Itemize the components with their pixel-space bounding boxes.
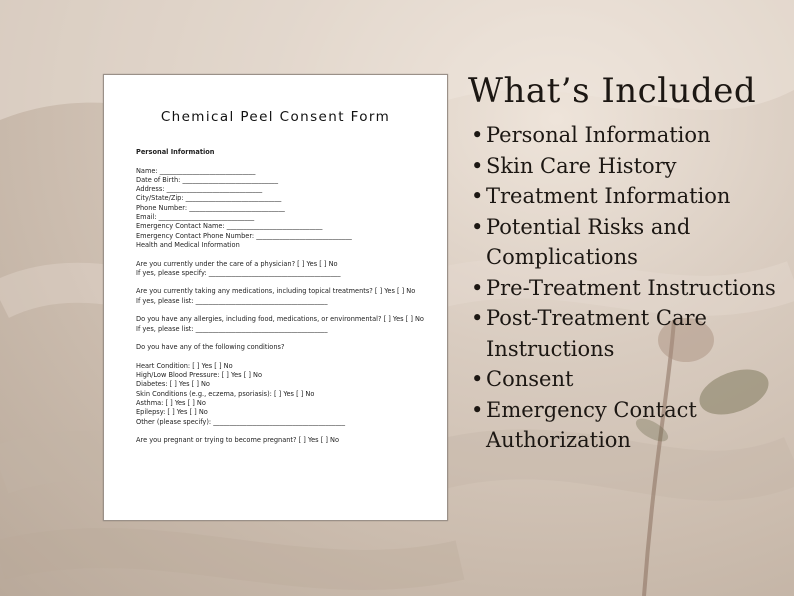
form-spacer	[136, 427, 436, 436]
form-spacer	[136, 278, 436, 287]
included-items-list	[468, 120, 788, 456]
included-item-label: Skin Care History	[486, 153, 677, 178]
bullet-icon: •	[471, 275, 484, 300]
included-item-label: Treatment Information	[486, 184, 731, 208]
bullet-icon: •	[471, 397, 484, 422]
whats-included-heading: What’s Included	[468, 71, 757, 111]
form-line: Skin Conditions (e.g., eczema, psoriasis): [ ] Yes [ ] No	[136, 389, 315, 398]
bullet-icon: •	[471, 367, 484, 391]
bullet-icon: •	[471, 306, 484, 330]
included-item-label: Post-Treatment Care Instructions	[486, 306, 707, 361]
form-line: Phone Number: _____________________________	[136, 203, 285, 212]
form-line: Heart Condition: [ ] Yes [ ] No	[136, 361, 233, 370]
included-item-label: Emergency Contact Authorization	[486, 397, 697, 452]
included-item	[468, 212, 788, 273]
form-line: Do you have any of the following conditions?	[136, 343, 285, 352]
form-section-heading: Personal Information	[136, 148, 215, 156]
form-line: If yes, please list: ________________________________________	[136, 324, 328, 333]
form-line: Health and Medical Information	[136, 240, 240, 249]
form-line: Diabetes: [ ] Yes [ ] No	[136, 380, 210, 389]
included-item-label: Pre-Treatment Instructions	[486, 275, 776, 300]
included-item-label: Potential Risks and Complications	[486, 214, 691, 269]
form-body	[136, 148, 436, 446]
form-line: Epilepsy: [ ] Yes [ ] No	[136, 408, 208, 417]
bullet-icon: •	[471, 184, 484, 208]
included-item-label: Personal Information	[486, 123, 711, 147]
form-line: City/State/Zip: _____________________________	[136, 194, 282, 203]
included-item	[468, 151, 788, 182]
included-item	[468, 303, 788, 364]
form-spacer	[136, 306, 436, 315]
form-spacer	[136, 157, 436, 166]
form-title: Chemical Peel Consent Form	[160, 109, 391, 125]
form-spacer	[136, 353, 436, 362]
form-line: Do you have any allergies, including food, medications, or environmental? [ ] Yes [ ] No	[136, 315, 424, 324]
included-item	[468, 364, 788, 395]
form-spacer	[136, 334, 436, 343]
form-line: Other (please specify): ________________________________________	[136, 417, 346, 426]
form-line: Address: _____________________________	[136, 185, 263, 194]
form-line: If yes, please specify: ________________________________________	[136, 268, 341, 277]
included-item-label: Consent	[486, 367, 574, 391]
form-line: High/Low Blood Pressure: [ ] Yes [ ] No	[136, 371, 263, 380]
included-item	[468, 273, 788, 304]
included-item	[468, 181, 788, 212]
consent-form-preview	[103, 74, 448, 521]
form-line: Are you currently taking any medications, including topical treatments? [ ] Yes [ ] No	[136, 287, 416, 296]
form-spacer	[136, 250, 436, 259]
form-line: Asthma: [ ] Yes [ ] No	[136, 399, 206, 408]
form-line: Are you pregnant or trying to become pregnant? [ ] Yes [ ] No	[136, 436, 339, 445]
bullet-icon: •	[471, 153, 484, 178]
form-line: Name: _____________________________	[136, 166, 256, 175]
bullet-icon: •	[471, 214, 484, 239]
included-item	[468, 120, 788, 151]
whats-included-panel	[468, 70, 788, 456]
form-line: If yes, please list: ________________________________________	[136, 296, 328, 305]
form-line: Date of Birth: _____________________________	[136, 175, 279, 184]
form-line: Emergency Contact Phone Number: _____________________________	[136, 231, 352, 240]
form-line: Emergency Contact Name: _____________________________	[136, 222, 323, 231]
form-line: Email: _____________________________	[136, 213, 255, 222]
form-line: Are you currently under the care of a physician? [ ] Yes [ ] No	[136, 259, 338, 268]
included-item	[468, 395, 788, 456]
bullet-icon: •	[471, 123, 484, 147]
